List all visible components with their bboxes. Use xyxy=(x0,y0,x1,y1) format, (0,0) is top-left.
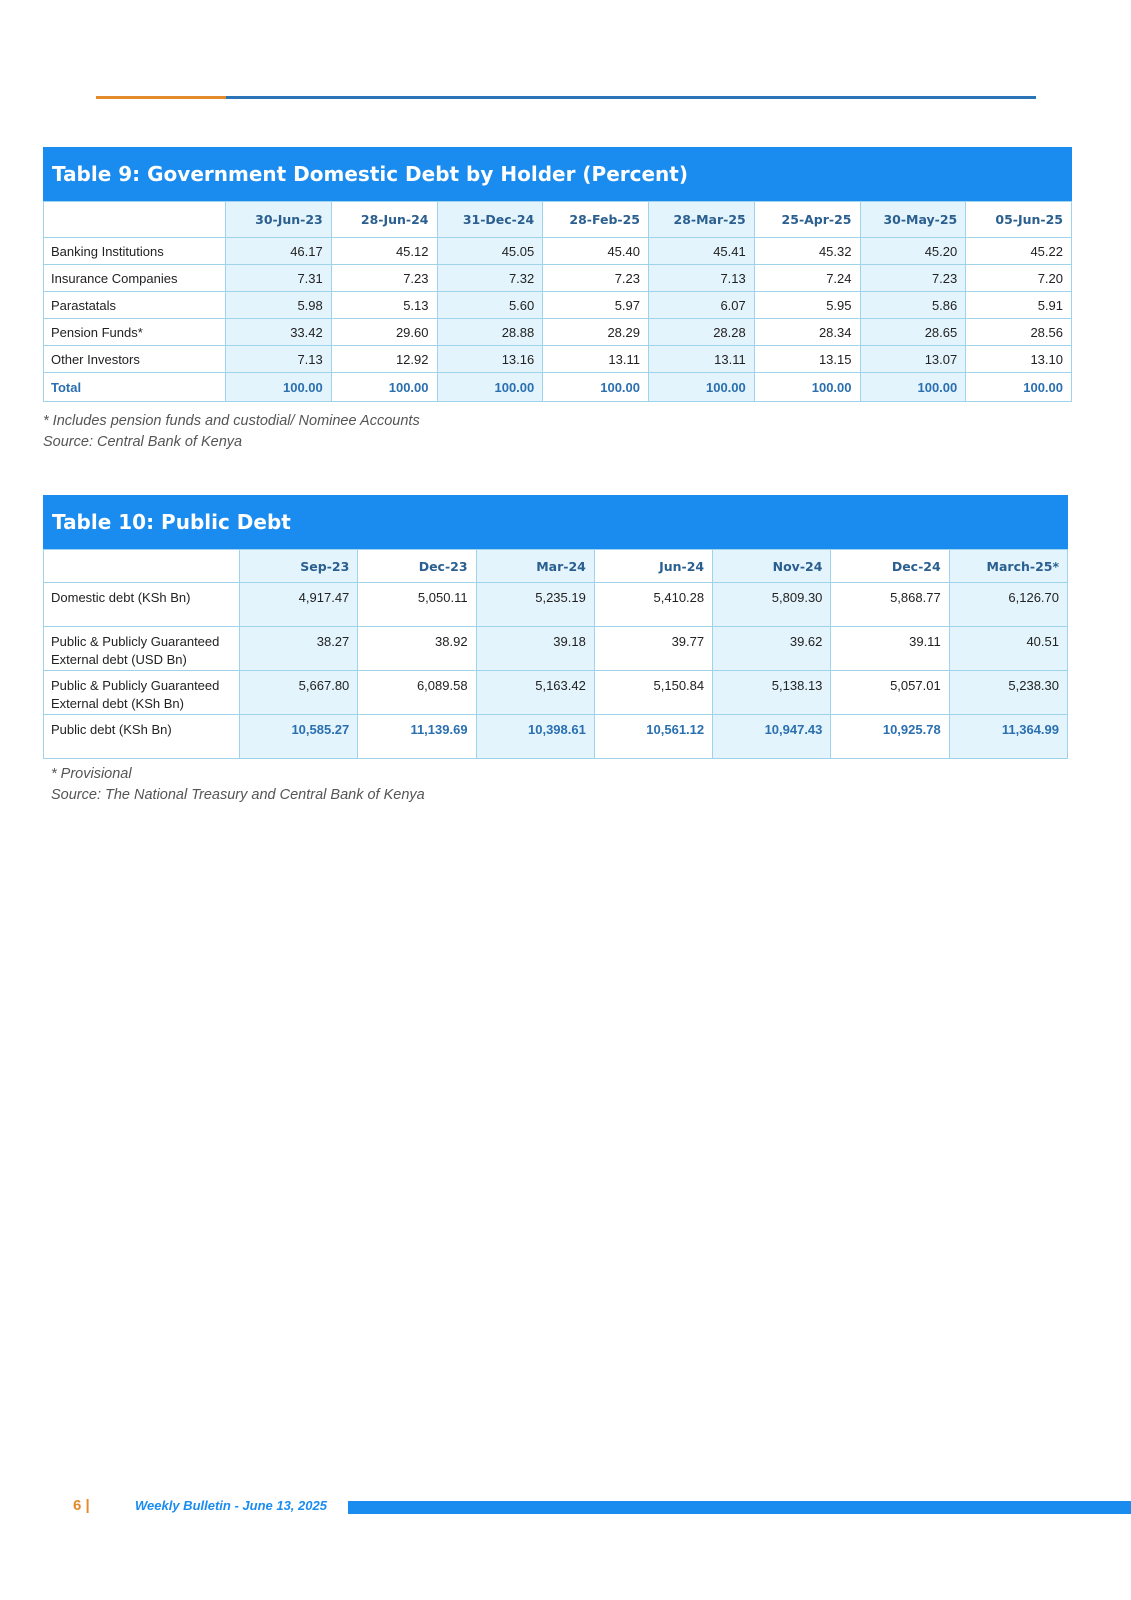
table-cell: 10,398.61 xyxy=(476,715,594,759)
table-cell: 29.60 xyxy=(331,319,437,346)
table-cell: 45.12 xyxy=(331,238,437,265)
top-rule-accent xyxy=(96,96,226,99)
table-cell: 38.92 xyxy=(358,627,476,671)
page-number: 6 | xyxy=(73,1497,90,1514)
table-cell: 6,126.70 xyxy=(949,583,1067,627)
table-cell: 5,150.84 xyxy=(594,671,712,715)
table-cell: 13.16 xyxy=(437,346,543,373)
table-10-grid xyxy=(43,549,1068,759)
table-cell: 28.56 xyxy=(966,319,1072,346)
table-cell: 100.00 xyxy=(543,373,649,402)
table-cell: 5,410.28 xyxy=(594,583,712,627)
table-cell: 100.00 xyxy=(331,373,437,402)
table-cell: 7.31 xyxy=(226,265,332,292)
table-cell: 28.88 xyxy=(437,319,543,346)
table-10-source: Source: The National Treasury and Central Bank of Kenya xyxy=(51,787,425,803)
table-cell: 28.65 xyxy=(860,319,966,346)
table-cell: 45.32 xyxy=(754,238,860,265)
table-cell: 45.41 xyxy=(649,238,755,265)
row-label: Pension Funds* xyxy=(44,319,226,346)
column-header: 25-Apr-25 xyxy=(754,202,860,238)
table-cell: 5.95 xyxy=(754,292,860,319)
table-cell: 6,089.58 xyxy=(358,671,476,715)
table-9-corner xyxy=(44,202,226,238)
table-cell: 39.62 xyxy=(713,627,831,671)
column-header: 28-Mar-25 xyxy=(649,202,755,238)
table-cell: 39.11 xyxy=(831,627,949,671)
table-9 xyxy=(43,147,1072,402)
table-10-header-row xyxy=(44,550,1068,583)
column-header: Mar-24 xyxy=(476,550,594,583)
table-cell: 10,585.27 xyxy=(240,715,358,759)
table-cell: 45.22 xyxy=(966,238,1072,265)
table-cell: 5,238.30 xyxy=(949,671,1067,715)
table-cell: 7.23 xyxy=(860,265,966,292)
table-row xyxy=(44,583,1068,627)
row-label-line: Public & Publicly Guaranteed xyxy=(51,678,220,693)
table-cell: 28.29 xyxy=(543,319,649,346)
row-label-line: Public & Publicly Guaranteed xyxy=(51,634,220,649)
table-cell: 5,809.30 xyxy=(713,583,831,627)
table-cell: 13.07 xyxy=(860,346,966,373)
footer-bar xyxy=(348,1501,1131,1514)
table-cell: 11,139.69 xyxy=(358,715,476,759)
table-cell: 5.97 xyxy=(543,292,649,319)
table-cell: 28.34 xyxy=(754,319,860,346)
table-9-footnote: * Includes pension funds and custodial/ Nominee Accounts xyxy=(43,413,420,429)
row-label: Total xyxy=(44,373,226,402)
table-cell: 7.23 xyxy=(331,265,437,292)
column-header: Dec-23 xyxy=(358,550,476,583)
row-label xyxy=(44,583,240,627)
table-cell: 100.00 xyxy=(437,373,543,402)
table-total-row xyxy=(44,715,1068,759)
table-row xyxy=(44,292,1072,319)
column-header: 28-Feb-25 xyxy=(543,202,649,238)
row-label xyxy=(44,715,240,759)
table-cell: 10,925.78 xyxy=(831,715,949,759)
table-cell: 5,057.01 xyxy=(831,671,949,715)
row-label: Parastatals xyxy=(44,292,226,319)
table-9-grid xyxy=(43,201,1072,402)
table-cell: 4,917.47 xyxy=(240,583,358,627)
table-cell: 10,947.43 xyxy=(713,715,831,759)
column-header: 31-Dec-24 xyxy=(437,202,543,238)
table-row xyxy=(44,671,1068,715)
table-cell: 5,138.13 xyxy=(713,671,831,715)
column-header: Jun-24 xyxy=(594,550,712,583)
column-header: 05-Jun-25 xyxy=(966,202,1072,238)
table-cell: 13.10 xyxy=(966,346,1072,373)
table-cell: 39.18 xyxy=(476,627,594,671)
column-header: 30-Jun-23 xyxy=(226,202,332,238)
table-cell: 7.13 xyxy=(226,346,332,373)
table-cell: 5.13 xyxy=(331,292,437,319)
table-row xyxy=(44,627,1068,671)
table-10-corner xyxy=(44,550,240,583)
row-label xyxy=(44,627,240,671)
table-cell: 11,364.99 xyxy=(949,715,1067,759)
table-cell: 13.15 xyxy=(754,346,860,373)
row-label-line: Public debt (KSh Bn) xyxy=(51,722,172,737)
table-cell: 33.42 xyxy=(226,319,332,346)
table-cell: 38.27 xyxy=(240,627,358,671)
row-label-line: External debt (USD Bn) xyxy=(51,652,187,667)
column-header: Sep-23 xyxy=(240,550,358,583)
column-header: 30-May-25 xyxy=(860,202,966,238)
row-label: Insurance Companies xyxy=(44,265,226,292)
table-9-source: Source: Central Bank of Kenya xyxy=(43,434,243,450)
row-label xyxy=(44,671,240,715)
column-header: Nov-24 xyxy=(713,550,831,583)
column-header: March-25* xyxy=(949,550,1067,583)
table-cell: 45.40 xyxy=(543,238,649,265)
column-header: 28-Jun-24 xyxy=(331,202,437,238)
column-header: Dec-24 xyxy=(831,550,949,583)
table-cell: 5.98 xyxy=(226,292,332,319)
table-cell: 12.92 xyxy=(331,346,437,373)
table-cell: 100.00 xyxy=(860,373,966,402)
page-footer xyxy=(0,1497,1131,1517)
table-row xyxy=(44,346,1072,373)
table-10 xyxy=(43,495,1068,759)
table-row xyxy=(44,319,1072,346)
table-cell: 45.20 xyxy=(860,238,966,265)
table-cell: 5.86 xyxy=(860,292,966,319)
row-label-line: External debt (KSh Bn) xyxy=(51,696,184,711)
table-10-title: Table 10: Public Debt xyxy=(43,495,1068,549)
row-label: Banking Institutions xyxy=(44,238,226,265)
table-row xyxy=(44,238,1072,265)
table-total-row xyxy=(44,373,1072,402)
table-cell: 10,561.12 xyxy=(594,715,712,759)
table-cell: 7.32 xyxy=(437,265,543,292)
table-cell: 5,667.80 xyxy=(240,671,358,715)
table-cell: 5,868.77 xyxy=(831,583,949,627)
top-rule xyxy=(96,96,1036,99)
table-cell: 100.00 xyxy=(754,373,860,402)
table-cell: 6.07 xyxy=(649,292,755,319)
table-9-notes xyxy=(43,411,420,453)
table-cell: 45.05 xyxy=(437,238,543,265)
table-cell: 5,235.19 xyxy=(476,583,594,627)
table-cell: 46.17 xyxy=(226,238,332,265)
table-cell: 100.00 xyxy=(226,373,332,402)
table-cell: 7.23 xyxy=(543,265,649,292)
table-cell: 7.13 xyxy=(649,265,755,292)
table-cell: 5.91 xyxy=(966,292,1072,319)
table-cell: 13.11 xyxy=(649,346,755,373)
table-cell: 13.11 xyxy=(543,346,649,373)
table-cell: 40.51 xyxy=(949,627,1067,671)
table-cell: 100.00 xyxy=(649,373,755,402)
table-cell: 5.60 xyxy=(437,292,543,319)
row-label-line: Domestic debt (KSh Bn) xyxy=(51,590,191,605)
table-cell: 5,163.42 xyxy=(476,671,594,715)
table-cell: 28.28 xyxy=(649,319,755,346)
table-row xyxy=(44,265,1072,292)
table-9-title: Table 9: Government Domestic Debt by Holder (Percent) xyxy=(43,147,1072,201)
table-cell: 7.24 xyxy=(754,265,860,292)
table-9-header-row xyxy=(44,202,1072,238)
table-cell: 100.00 xyxy=(966,373,1072,402)
table-10-footnote: * Provisional xyxy=(51,766,132,782)
table-10-notes xyxy=(51,764,425,806)
footer-title: Weekly Bulletin - June 13, 2025 xyxy=(135,1498,327,1513)
row-label: Other Investors xyxy=(44,346,226,373)
table-cell: 39.77 xyxy=(594,627,712,671)
table-cell: 7.20 xyxy=(966,265,1072,292)
table-cell: 5,050.11 xyxy=(358,583,476,627)
